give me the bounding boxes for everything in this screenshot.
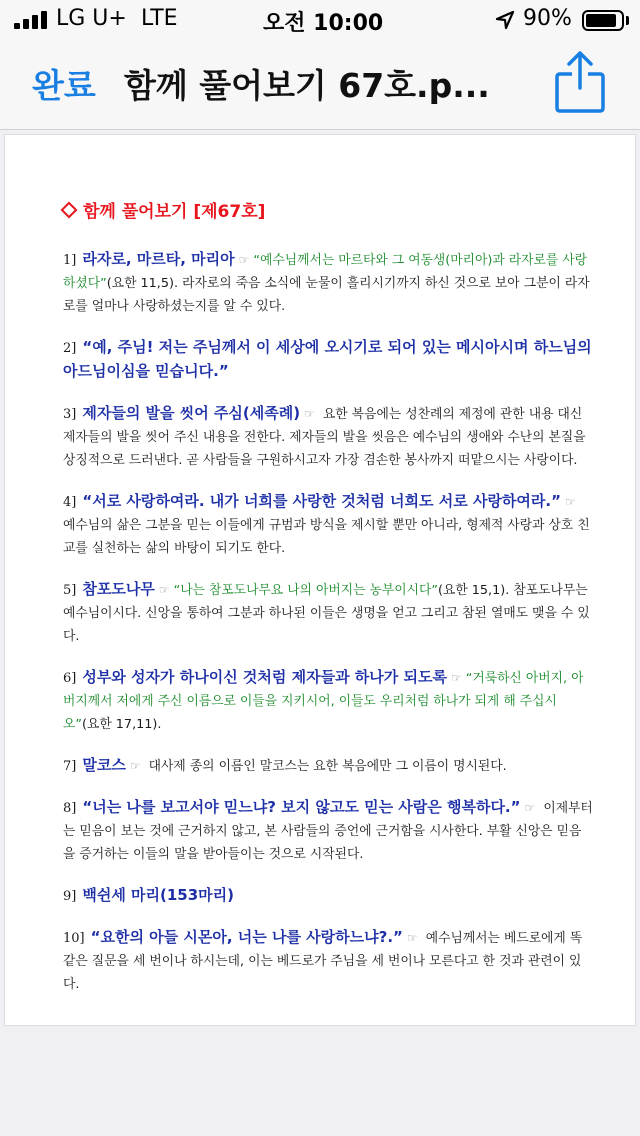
- entry-heading: 라자로, 마르타, 마리아: [82, 250, 235, 268]
- entry-body: 예수님께서는 베드로에게 똑같은 질문을 세 번이나 하시는데, 이는 베드로가 주님을 세 번이나 모른다고 한 것과 관련이 있다.: [63, 931, 583, 992]
- page-title: [63, 197, 265, 222]
- network-label: LTE: [141, 6, 178, 31]
- entry-number: 10]: [63, 931, 85, 946]
- pointing-hand-icon: ☞: [564, 495, 576, 509]
- entry-reference: (요한 17,11).: [82, 717, 162, 732]
- entry-quote: “거룩하신 아버지, 아버지께서 저에게 주신 이름으로 이들을 지키시어, 이들도 우리처럼 하나가 되게 해 주십시오”: [63, 671, 584, 732]
- entry-quote: “나는 참포도나무요 나의 아버지는 농부이시다”: [173, 583, 438, 598]
- battery-level-fill: [586, 14, 616, 27]
- entry-heading: “서로 사랑하여라. 내가 너희를 사랑한 것처럼 너희도 서로 사랑하여라.”: [82, 492, 561, 510]
- entry-heading: 백쉰세 마리(153마리): [82, 886, 235, 904]
- entry-number: 1]: [63, 253, 77, 268]
- entry-body: 대사제 종의 이름인 말코스는 요한 복음에만 그 이름이 명시된다.: [148, 759, 507, 774]
- battery-percent: 90%: [523, 6, 572, 31]
- signal-icon: [14, 11, 48, 29]
- done-button[interactable]: 완료: [32, 66, 96, 105]
- entry-quote: “예수님께서는 마르타와 그 여동생(마리아)과 라자로를 사랑하셨다”: [63, 253, 588, 291]
- entry-item: [63, 402, 593, 472]
- entry-number: 9]: [63, 889, 77, 904]
- entry-item: [63, 796, 593, 866]
- entry-body: 라자로의 죽음 소식에 눈물이 흘리시기까지 하신 것으로 보아 그분이 라자로를 얼마나 사랑하셨는지를 알 수 있다.: [63, 276, 590, 314]
- entry-number: 5]: [63, 583, 77, 598]
- location-arrow-icon: [495, 10, 515, 30]
- pointing-hand-icon: ☞: [158, 583, 170, 597]
- entry-body: 참포도나무는 예수님이시다. 신앙을 통하여 그분과 하나된 이들은 생명을 얻고 그리고 참된 열매도 맺을 수 있다.: [63, 583, 590, 644]
- entry-heading: “예, 주님! 저는 주님께서 이 세상에 오시기로 되어 있는 메시아시며 하느님의 아드님이심을 믿습니다.”: [63, 338, 592, 380]
- share-icon[interactable]: [552, 50, 608, 114]
- entry-number: 3]: [63, 407, 77, 422]
- battery-tip: [626, 16, 629, 25]
- entry-number: 4]: [63, 495, 77, 510]
- entry-heading: 성부와 성자가 하나이신 것처럼 제자들과 하나가 되도록: [82, 668, 447, 686]
- status-bar: [0, 0, 640, 40]
- entry-number: 6]: [63, 671, 77, 686]
- battery-icon: [582, 10, 624, 31]
- pointing-hand-icon: ☞: [406, 931, 418, 945]
- pointing-hand-icon: ☞: [304, 407, 315, 421]
- pointing-hand-icon: ☞: [238, 253, 250, 267]
- entry-reference: (요한 11,5).: [106, 276, 179, 291]
- entry-number: 2]: [63, 341, 77, 356]
- entry-heading: “너는 나를 보고서야 믿느냐? 보지 않고도 믿는 사람은 행복하다.”: [82, 798, 521, 816]
- entry-number: 8]: [63, 801, 77, 816]
- entry-item: [63, 666, 593, 736]
- entry-heading: 제자들의 발을 씻어 주심(세족례): [82, 404, 301, 422]
- entry-number: 7]: [63, 759, 77, 774]
- entry-heading: 참포도나무: [82, 580, 155, 598]
- entry-item: [63, 884, 593, 908]
- entry-list: [63, 248, 593, 1014]
- pointing-hand-icon: ☞: [129, 759, 141, 773]
- navigation-bar: [0, 40, 640, 130]
- entry-heading: “요한의 아들 시몬아, 너는 나를 사랑하느냐?.”: [90, 928, 403, 946]
- entry-item: [63, 754, 593, 778]
- entry-item: [63, 336, 593, 384]
- entry-body: 이제부터는 믿음이 보는 것에 근거하지 않고, 본 사람들의 증언에 근거함을 시사한다. 부활 신앙은 믿음을 증거하는 이들의 말을 받아들이는 것으로 시작된다.: [63, 801, 593, 862]
- entry-reference: (요한 15,1).: [437, 583, 510, 598]
- page-title-text: 함께 풀어보기 [제67호]: [83, 202, 266, 222]
- clock: 오전 10:00: [263, 11, 384, 36]
- entry-body: 요한 복음에는 성찬례의 제정에 관한 내용 대신 제자들의 발을 씻어 주신 내용을 전한다. 제자들의 발을 씻음은 예수님의 생애와 수난의 본질을 상징적으로 드러낸다. 곧 사람들을 구원하시고자 가장 겸손한 봉사까지 떠맡으시는 사랑이다.: [63, 407, 586, 468]
- diamond-icon: [61, 202, 78, 219]
- entry-item: [63, 926, 593, 996]
- document-title: 함께 풀어보기 67호.p...: [124, 66, 490, 105]
- pointing-hand-icon: ☞: [524, 801, 536, 815]
- pointing-hand-icon: ☞: [450, 671, 462, 685]
- entry-item: [63, 490, 593, 560]
- entry-heading: 말코스: [82, 756, 126, 774]
- entry-item: [63, 578, 593, 648]
- pdf-page[interactable]: [4, 134, 636, 1026]
- carrier-label: LG U+: [56, 6, 127, 31]
- entry-body: 예수님의 삶은 그분을 믿는 이들에게 규범과 방식을 제시할 뿐만 아니라, 형제적 사랑과 상호 친교를 실천하는 삶의 바탕이 되기도 한다.: [63, 518, 590, 556]
- entry-item: [63, 248, 593, 318]
